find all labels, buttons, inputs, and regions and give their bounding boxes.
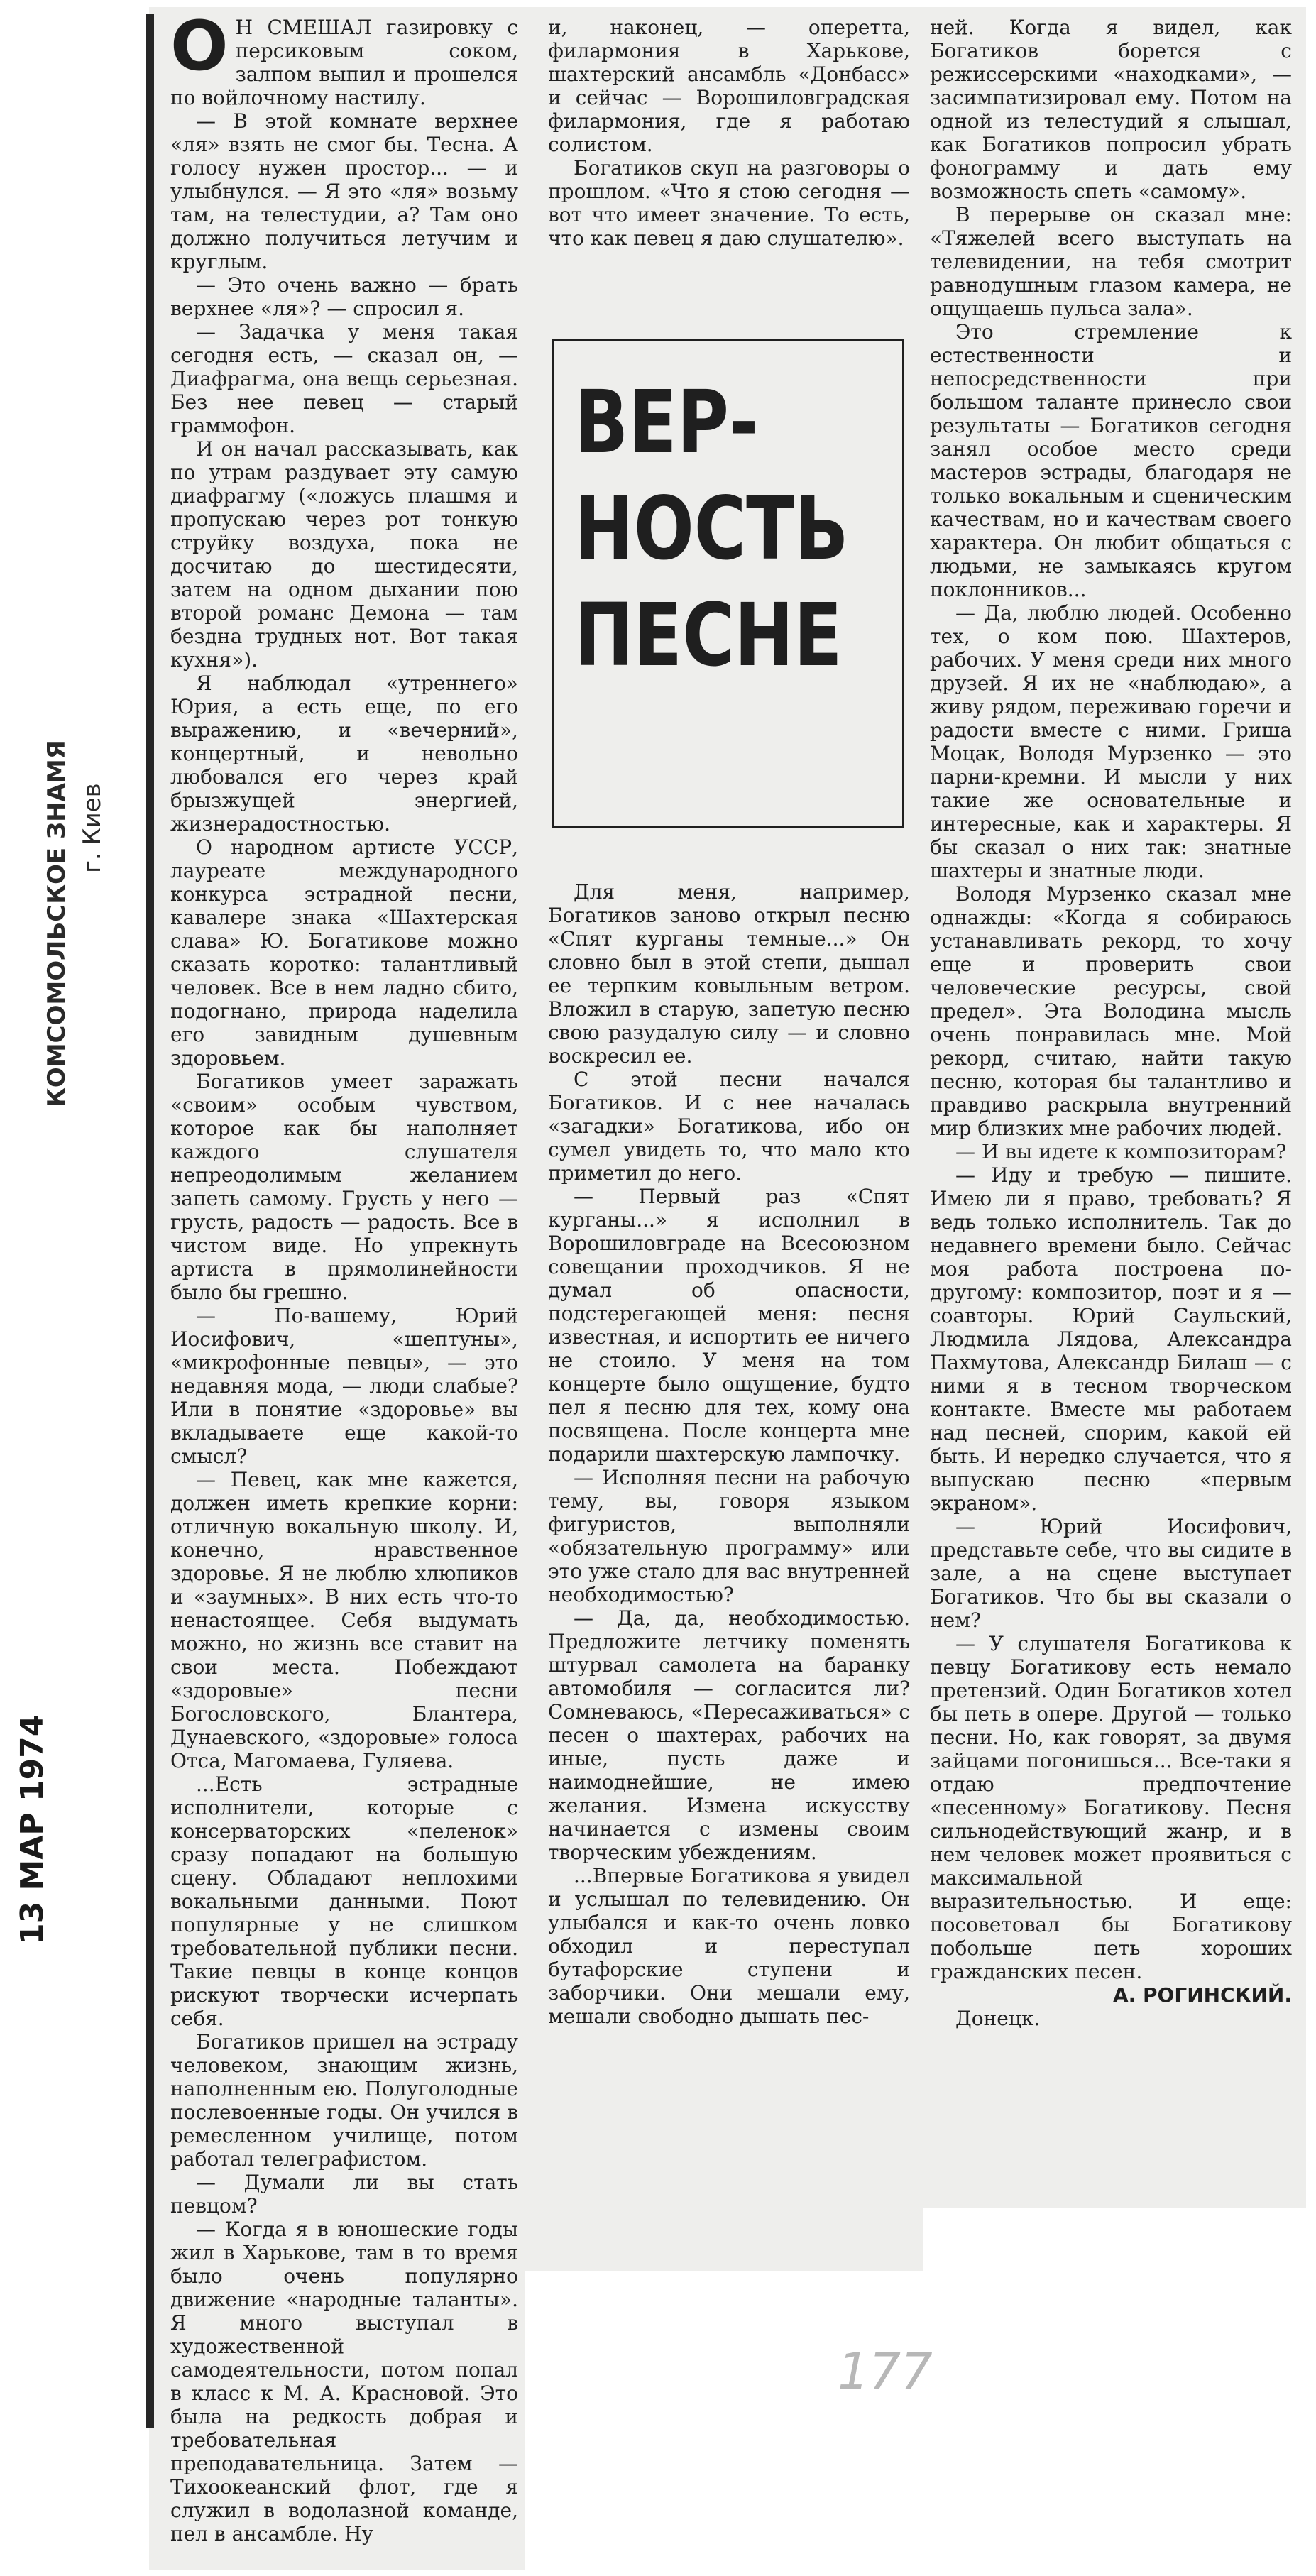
headline-line-1: ВЕР- [574,372,759,473]
paragraph: — Первый раз «Спят курганы...» я исполнил в Ворошиловграде на Всесоюзном совещании проходчиков. Я не думал об опасности, подстерегающей меня: песня известная, и испортить ее ничего не стоило. У меня на том концерте было ощущение, будто пел я песню для тех, кому она посвящена. После концерта мне подарили шахтерскую лампочку. [548,1185,910,1466]
paragraph: ...Впервые Богатикова я увидел и услышал по телевидению. Он улыбался и как-то очень ловко обходил и переступал бутафорские ступени и заборчики. Они мешали ему, мешали свободно дышать пес- [548,1864,910,2028]
article-column-2-bottom [548,880,910,2028]
paragraph: Богатиков пришел на эстраду человеком, знающим жизнь, наполненным ею. Полуголодные послевоенные годы. Он учился в ремесленном училище, потом работал телеграфистом. [170,2030,518,2171]
paragraph: — Это очень важно — брать верхнее «ля»? — спросил я. [170,273,518,320]
paragraph: — Певец, как мне кажется, должен иметь крепкие корни: отличную вокальную школу. И, конечно, нравственное здоровье. Я не люблю хлюпиков и «заумных». В них есть что-то ненастоящее. Себя выдумать можно, но жизнь все ставит на свои места. Побеждают «здоровые» песни Богословского, Блантера, Дунаевского, «здоровые» голоса Отса, Магомаева, Гуляева. [170,1468,518,1772]
paragraph: — У слушателя Богатикова к певцу Богатикову есть немало претензий. Один Богатиков хотел бы петь в опере. Другой — только песни. Но, как говорят, за двумя зайцами погонишься... Все-таки я отдаю предпочтение «песенному» Богатикову. Песня сильнодействующий жанр, и в нем человек может проявиться с максимальной выразительностью. И еще: посоветовал бы Богатикову побольше петь хороших гражданских песен. [930,1632,1292,1983]
paragraph: Это стремление к естественности и непосредственности при большом таланте принесло свои результаты — Богатиков сегодня занял особое место среди мастеров эстрады, благодаря не только вокальным и сценическим качествам, но и качествам своего характера. Он любит общаться с людьми, не замыкаясь кругом поклонников... [930,320,1292,601]
column-rule [146,14,154,2428]
drop-cap: О [170,6,229,86]
paragraph: — Да, люблю людей. Особенно тех, о ком пою. Шахтеров, рабочих. У меня среди них много друзей. Я их не «наблюдаю», а живу рядом, переживаю горечи и радости вместе с ними. Гриша Моцак, Володя Мурзенко — это парни-кремни. И мысли у них такие же основательные и интересные, как и характеры. Я бы сказал о них так: знатные шахтеры и знатные люди. [930,601,1292,882]
article-column-1 [170,6,518,2545]
article-column-2-top [548,16,910,250]
date-stamp: 13 МАР 1974 [14,1714,50,1945]
newspaper-city: г. Киев [78,783,106,873]
paragraph: С этой песни начался Богатиков. И с нее началась «загадки» Богатикова, ибо он сумел увидеть то, что мало кто приметил до него. [548,1068,910,1185]
article-column-3 [930,16,1292,2030]
paragraph: О народном артисте УССР, лауреате международного конкурса эстрадной песни, кавалере знака «Шахтерская слава» Ю. Богатикове можно сказать коротко: талантливый человек. Все в нем ладно сбито, подогнано, природа наделила его завидным душевным здоровьем. [170,835,518,1070]
paragraph: Я наблюдал «утреннего» Юрия, а есть еще, по его выражению, и «вечерний», концертный, и невольно любовался его через край брызжущей энергией, жизнерадостностью. [170,672,518,835]
paragraph: — Да, да, необходимостью. Предложите летчику поменять штурвал самолета на баранку автомобиля — согласится ли? Сомневаюсь, «Пересаживаться» с песен о шахтерах, рабочих на иные, пусть даже и наимоднейшие, не имею желания. Измена искусству начинается с измены своим творческим убеждениям. [548,1606,910,1864]
paragraph: В перерыве он сказал мне: «Тяжелей всего выступать на телевидении, на тебя смотрит равнодушным глазом камера, не ощущаешь пульса зала». [930,203,1292,320]
newspaper-name: КОМСОМОЛЬСКОЕ ЗНАМЯ [43,740,71,1107]
paragraph: Богатиков скуп на разговоры о прошлом. «Что я стою сегодня — вот что имеет значение. То есть, что как певец я даю слушателю». [548,156,910,250]
paragraph: — Исполняя песни на рабочую тему, вы, говоря языком фигуристов, выполняли «обязательную программу» или это уже стало для вас внутренней необходимостью? [548,1466,910,1606]
paragraph: — Думали ли вы стать певцом? [170,2171,518,2218]
paragraph: — В этой комнате верхнее «ля» взять не смог бы. Тесна. А голосу нужен простор... — и улыбнулся. — Я это «ля» возьму там, на телестудии, а? Там оно должно получиться летучим и круглым. [170,109,518,273]
paragraph: Володя Мурзенко сказал мне однажды: «Когда я собираюсь устанавливать рекорд, то хочу еще и проверить свои человеческие ресурсы, свой предел». Эта Володина мысль очень понравилась мне. Мой рекорд, считаю, найти такую песню, которая бы талантливо и правдиво раскрыла внутренний мир близких мне рабочих людей. [930,882,1292,1140]
dateline-place: Донецк. [955,2007,1041,2030]
paragraph: Богатиков умеет заражать «своим» особым чувством, которое как бы наполняет каждого слушателя непреодолимым желанием запеть самому. Грусть у него — грусть, радость — радость. Все в чистом виде. Но упрекнуть артиста в прямолинейности было бы грешно. [170,1070,518,1304]
headline-line-3: ПЕСНЕ [574,585,843,686]
paragraph: — По-вашему, Юрий Иосифович, «шептуны», «микрофонные певцы», — это недавняя мода, — люди слабые? Или в понятие «здоровье» вы вкладываете еще какой-то смысл? [170,1304,518,1468]
paragraph: И он начал рассказывать, как по утрам раздувает эту самую диафрагму («ложусь плашмя и пропускаю через рот тонкую струйку воздуха, пока не досчитаю до шестидесяти, затем на одном дыхании пою второй романс Демона — там бездна трудных нот. Вот такая кухня»). [170,437,518,672]
paragraph: Н СМЕШАЛ газировку с персиковым соком, залпом выпил и прошелся по войлочному настилу. [170,16,518,109]
paragraph: — Иду и требую — пишите. Имею ли я право, требовать? Я ведь только исполнитель. Так до недавнего времени было. Сейчас моя работа построена по-другому: композитор, поэт и я — соавторы. Юрий Саульский, Людмила Лядова, Александра Пахмутова, Александр Билаш — с ними я в тесном творческом контакте. Вместе мы работаем над песней, спорим, какой ей быть. И нередко случается, что я выпускаю песню «первым экраном». [930,1163,1292,1515]
headline-box [552,339,904,828]
paragraph: ней. Когда я видел, как Богатиков борется с режиссерскими «находками», — засимпатизировал ему. Потом на одной из телестудий я слышал, как Богатиков попросил убрать фонограмму и дать ему возможность спеть «самому». [930,16,1292,203]
paragraph: Для меня, например, Богатиков заново открыл песню «Спят курганы темные...» Он словно был в этой степи, дышал ее терпким ковыльным ветром. Вложил в старую, запетую песню свою разудалую силу — и словно воскресил ее. [548,880,910,1068]
headline-line-2: НОСТЬ [574,478,849,579]
paragraph: — Когда я в юношеские годы жил в Харькове, там в то время было очень популярно движение «народные таланты». Я много выступал в художественной самодеятельности, потом попал в класс к М. А. Красновой. Это была на редкость добрая и требовательная преподавательница. Затем — Тихоокеанский флот, где я служил в водолазной команде, пел в ансамбле. Ну [170,2218,518,2545]
author-name: А. РОГИНСКИЙ. [1112,1983,1292,2007]
paragraph: ...Есть эстрадные исполнители, которые с консерваторских «пеленок» сразу попадают на большую сцену. Обладают неплохими вокальными данными. Поют популярные у не слишком требовательной публики песни. Такие певцы в конце концов рискуют творчески исчерпать себя. [170,1772,518,2030]
paragraph: — Задачка у меня такая сегодня есть, — сказал он, — Диафрагма, она вещь серьезная. Без нее певец — старый граммофон. [170,320,518,437]
pencil-page-number: 177 [838,2342,933,2401]
paragraph: — И вы идете к композиторам? [955,1140,1287,1163]
paragraph: — Юрий Иосифович, представьте себе, что вы сидите в зале, а на сцене выступает Богатиков. Что бы вы сказали о нем? [930,1515,1292,1632]
paragraph: и, наконец, — оперетта, филармония в Харькове, шахтерский ансамбль «Донбасс» и сейчас — Ворошиловградская филармония, где я работаю солистом. [548,16,910,156]
